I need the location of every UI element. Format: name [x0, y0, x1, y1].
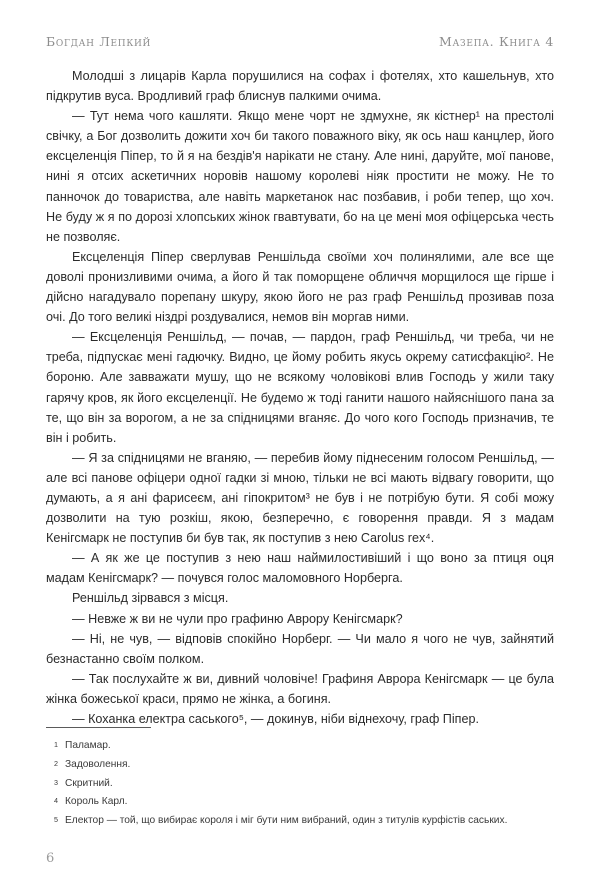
- paragraph: — Тут нема чого кашляти. Якщо мене чорт не здмухне, як кістнер¹ на престолі свічку, а Бог дозволить дожити хоч би такого поважного віку, як ось наш канцлер, його ексцеленція Піпер, то й я на бездів'я нарікати не стану. Але нині, даруйте, мої панове, нині я отсих аскетичних норовів нашому королеві ніяк простити не можу. Не то панночок до товариства, але навіть маркетанок нас позбавив, і роби тепер, що хоч. Не буду ж я по дорозі хлопських жінок гвавтувати, бо на це мені моя офіцерська честь не позволяє.: [46, 109, 554, 244]
- footnote-separator-rule: [46, 727, 151, 728]
- paragraph: — Я за спідницями не вганяю, — перебив йому піднесеним голосом Реншільд, — але всі панове офіцери одної гадки зі мною, тільки не всі мають відвагу говорити, що думають, а я ані фарисеєм, ані гіпокритом³ не був і не потрібую бути. Я собі можу дозволити на тую розкіш, якою, безперечно, є говорення правди. Я з мадам Кенігсмарк не поступив би був так, як поступив з нею Carolus rex⁴.: [46, 450, 554, 546]
- footnote-marker: 4: [54, 796, 58, 806]
- paragraph: Молодші з лицарів Карла порушилися на софах і фотелях, хто кашельнув, хто підкрутив вуса. Вродливий граф блиснув палкими очима.: [46, 69, 554, 104]
- footnote-item: [46, 812, 554, 831]
- paragraph: — Невже ж ви не чули про графиню Аврору Кенігсмарк?: [72, 611, 403, 626]
- paragraph: — Так послухайте ж ви, дивний чоловіче! Графиня Аврора Кенігсмарк — це була жінка божеської краси, прямо не жінка, а богиня.: [46, 671, 554, 706]
- paragraph: — Коханка електра саського⁵, — докинув, ніби віднехочу, граф Піпер.: [72, 712, 479, 726]
- footnote-item: [46, 793, 554, 812]
- running-head-author: Богдан Лепкий: [46, 34, 152, 49]
- footnote-section: [46, 727, 554, 830]
- footnote-text: Скритний.: [65, 777, 113, 789]
- footnote-marker: 2: [54, 758, 58, 768]
- footnote-item: [46, 775, 554, 794]
- running-head: [46, 34, 554, 49]
- paragraph: — Ексцеленція Реншільд, — почав, — пардон, граф Реншільд, чи треба, чи не треба, підпускає мені гадючку. Видно, це йому робить якусь окрему сатисфакцію². Не бороню. Але завважати мушу, що не всякому чоловікові влив Господь у жили таку гарячу кров, як його ексцеленції. Не будемо ж тоді ганити нашого найяснішого пана за те, що він за ворогом, а не за спідницями вганяє. До чого кого Господь призначив, те він і робить.: [46, 330, 554, 445]
- paragraph: Ексцеленція Піпер сверлував Реншільда своїми хоч полинялими, але все ще доволі пронизливими очима, а його й так поморщене обличчя морщилося ще гірше і дійсно нагадувало порепану шкуру, якою його не раз граф Реншільд прозивав поза очі. До того великі ніздрі роздувалися, немов він моргав ними.: [46, 249, 554, 325]
- page-number: 6: [46, 851, 55, 866]
- paragraph: Реншільд зірвався з місця.: [72, 591, 229, 606]
- footnote-marker: 3: [54, 777, 58, 787]
- footnote-marker: 1: [54, 740, 58, 750]
- running-head-title: Мазепа. Книга 4: [439, 34, 554, 49]
- footnote-item: [46, 756, 554, 775]
- body-text: [46, 66, 554, 729]
- footnote-text: Задоволення.: [65, 758, 131, 770]
- footnote-item: [46, 737, 554, 756]
- paragraph: — А як же це поступив з нею наш наймилостивіший і що воно за птиця оця мадам Кенігсмарк? — почувся голос маломовного Норберга.: [46, 551, 554, 586]
- footnote-marker: 5: [54, 814, 58, 824]
- paragraph: — Ні, не чув, — відповів спокійно Норберг. — Чи мало я чого не чув, зайнятий безнастанно своїм полком.: [46, 631, 554, 666]
- footnote-text: Електор — той, що вибирає короля і міг бути ним вибраний, один з титулів курфістів саських.: [65, 814, 508, 826]
- footnote-text: Король Карл.: [65, 796, 128, 808]
- footnote-list: [46, 737, 554, 830]
- footnote-text: Паламар.: [65, 740, 111, 752]
